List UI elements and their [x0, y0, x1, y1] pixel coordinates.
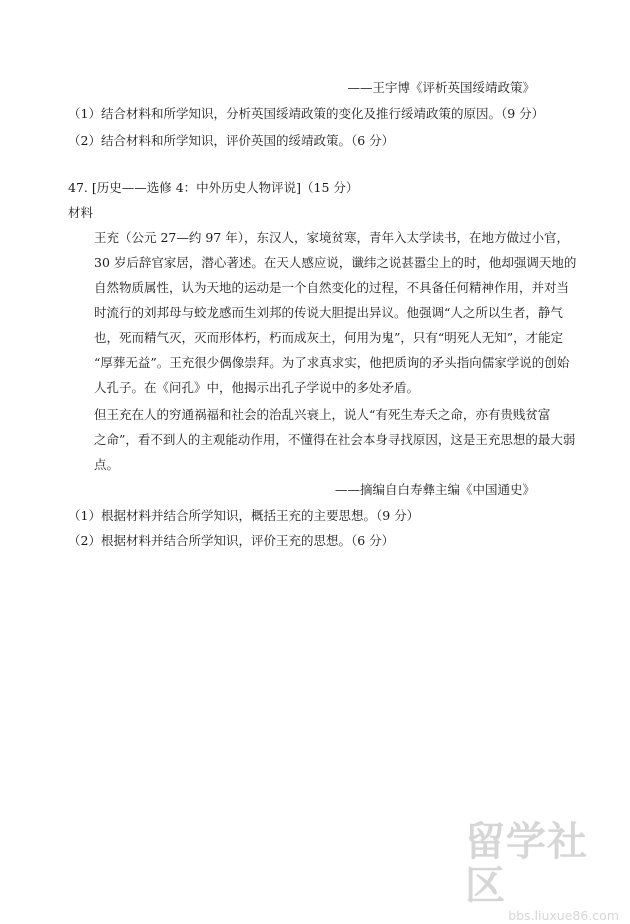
- q47-attribution: ——摘编自白寿彝主编《中国通史》: [334, 482, 535, 497]
- passage-line: 王充（公元 27—约 97 年），东汉人，家境贫寒，青年入太学读书，在地方做过小官，: [94, 230, 569, 245]
- passage-line: 时流行的刘邦母与蛟龙感而生刘邦的传说大胆提出异议。他强调“人之所以生者，静气: [94, 305, 563, 320]
- passage-line: 之命”，看不到人的主观能动作用，不懂得在社会本身寻找原因，这是王充思想的最大弱: [94, 432, 576, 447]
- material-label: 材料: [68, 205, 94, 220]
- q46-subquestion-1: （1）结合材料和所学知识，分析英国绥靖政策的变化及推行绥靖政策的原因。（9 分）: [68, 106, 545, 121]
- passage-line: 30 岁后辞官家居，潜心著述。在天人感应说，谶纬之说甚嚣尘上的时，他却强调天地的: [94, 255, 577, 270]
- passage-line: 自然物质属性，认为天地的运动是一个自然变化的过程，不具备任何精神作用，并对当: [94, 280, 570, 295]
- watermark-url: bbs.liuxue86.com: [508, 908, 619, 923]
- watermark-logo: [465, 819, 625, 923]
- q46-subquestion-2: （2）结合材料和所学知识，评价英国的绥靖政策。（6 分）: [68, 133, 395, 148]
- passage-line: 也，死而精气灭，灭而形体朽，朽而成灰土，何用为鬼”，只有“明死人无知”，才能定: [94, 330, 564, 345]
- watermark-text: 留学社区: [465, 819, 588, 909]
- passage-line: 点。: [94, 457, 120, 472]
- passage-line: 但王充在人的穷通祸福和社会的治乱兴衰上，说人“有死生寿夭之命，亦有贵贱贫富: [94, 407, 551, 422]
- q46-attribution: ——王宇博《评析英国绥靖政策》: [347, 80, 535, 95]
- q47-subquestion-2: （2）根据材料并结合所学知识，评价王充的思想。（6 分）: [68, 533, 395, 548]
- passage-line: “厚葬无益”。王充很少偶像崇拜。为了求真求实，他把质询的矛头指向儒家学说的创始: [94, 355, 570, 370]
- q47-subquestion-1: （1）根据材料并结合所学知识，概括王充的主要思想。（9 分）: [68, 508, 420, 523]
- q47-heading: 47. [历史——选修 4：中外历史人物评说]（15 分）: [68, 180, 359, 195]
- passage-line: 人孔子。在《问孔》中，他揭示出孔子学说中的多处矛盾。: [94, 380, 420, 395]
